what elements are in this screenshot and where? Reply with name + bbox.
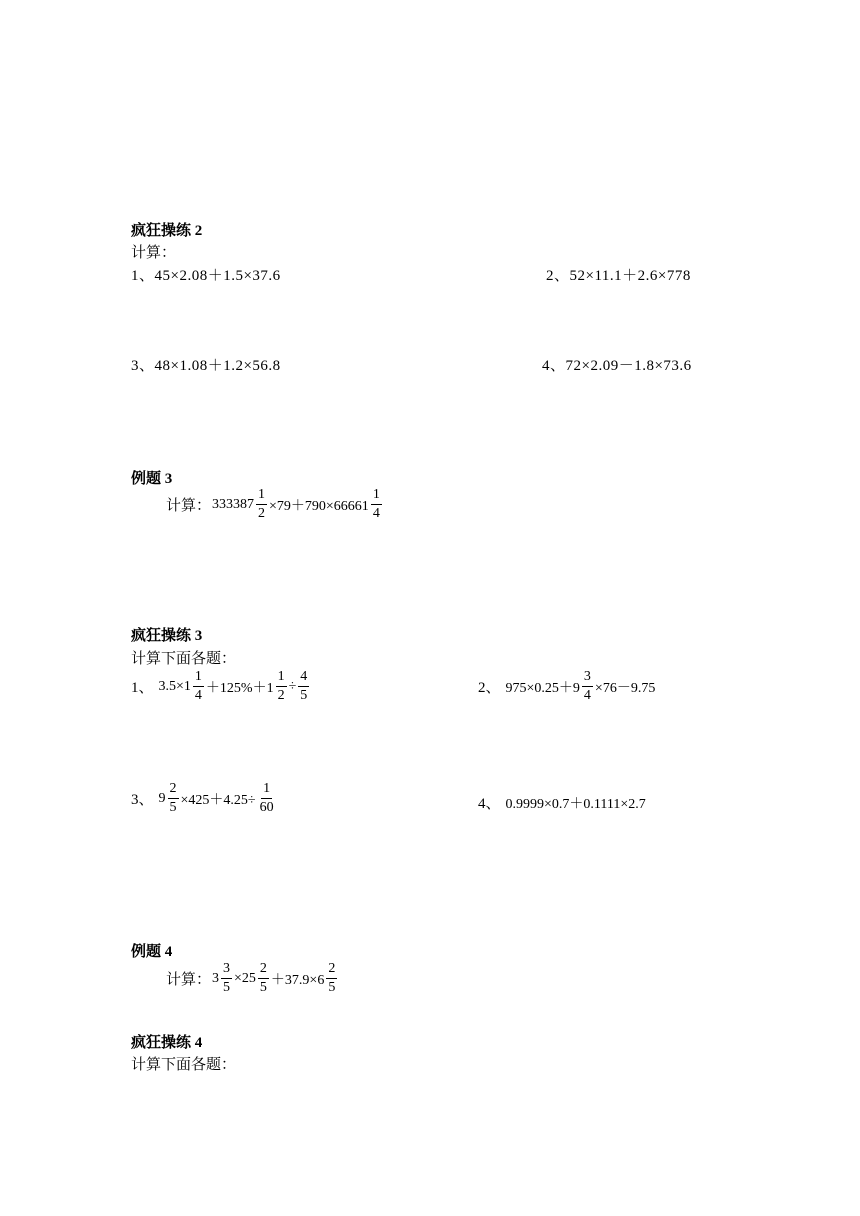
expr-term: ×425＋4.25÷ xyxy=(180,792,256,808)
problem-3-2 xyxy=(478,670,656,703)
expr-term: 3 xyxy=(212,970,220,986)
denominator: 60 xyxy=(259,800,274,815)
problem-3-4-expression xyxy=(505,793,647,813)
expr-term: 333387 xyxy=(212,496,255,512)
example-4-problem xyxy=(166,962,338,995)
section-title-practice-4: 疯狂操练 4 xyxy=(131,1035,203,1051)
example-3-problem xyxy=(166,488,383,521)
numerator: 1 xyxy=(371,488,382,505)
expr-term: 3.5×1 xyxy=(158,678,191,694)
section-label-practice-2: 计算： xyxy=(131,245,177,261)
denominator: 2 xyxy=(277,688,285,703)
numerator: 3 xyxy=(582,670,593,687)
problem-3-2-expression xyxy=(505,670,657,703)
fraction xyxy=(221,962,232,995)
denominator: 5 xyxy=(169,800,177,815)
expr-term: ×79＋790×66661 xyxy=(269,498,369,514)
fraction xyxy=(193,670,204,703)
denominator: 5 xyxy=(259,980,267,995)
fraction xyxy=(258,962,269,995)
fraction xyxy=(256,488,267,521)
denominator: 4 xyxy=(194,688,202,703)
problem-2-3: 3、48×1.08＋1.2×56.8 xyxy=(131,358,281,374)
problem-2-2: 2、52×11.1＋2.6×778 xyxy=(546,268,691,284)
problem-3-1 xyxy=(131,670,310,703)
fraction xyxy=(168,782,179,815)
expr-term: ÷ xyxy=(288,678,297,694)
numerator: 1 xyxy=(193,670,204,687)
fraction xyxy=(258,782,276,815)
section-title-practice-2: 疯狂操练 2 xyxy=(131,223,203,239)
section-label-practice-3: 计算下面各题： xyxy=(131,651,237,667)
numerator: 4 xyxy=(298,670,309,687)
problem-index: 1、 xyxy=(131,680,154,696)
expr-term: ×25 xyxy=(234,970,256,986)
expr-term: ×76－9.75 xyxy=(594,680,656,696)
denominator: 4 xyxy=(372,506,380,521)
denominator: 5 xyxy=(328,980,336,995)
example-3-expression xyxy=(211,488,383,521)
expr-term: 9 xyxy=(158,790,166,806)
numerator: 1 xyxy=(256,488,267,505)
denominator: 2 xyxy=(258,506,266,521)
problem-index: 4、 xyxy=(478,796,501,812)
fraction xyxy=(371,488,382,521)
example-4-title: 例题 4 xyxy=(131,944,173,960)
expr-term: 975×0.25＋9 xyxy=(505,680,580,696)
problem-2-1: 1、45×2.08＋1.5×37.6 xyxy=(131,268,281,284)
problem-3-1-expression xyxy=(158,670,311,703)
numerator: 1 xyxy=(276,670,287,687)
expr-term: ＋125%＋1 xyxy=(205,680,274,696)
numerator: 1 xyxy=(261,782,272,799)
problem-index: 3、 xyxy=(131,792,154,808)
problem-2-4: 4、72×2.09－1.8×73.6 xyxy=(542,358,692,374)
fraction xyxy=(298,670,309,703)
expr-term: 0.9999×0.7＋0.1111×2.7 xyxy=(505,796,646,812)
problem-3-3-expression xyxy=(158,782,277,815)
fraction xyxy=(276,670,287,703)
example-3-title: 例题 3 xyxy=(131,471,173,487)
example-4-expression xyxy=(211,962,338,995)
example-3-label: 计算： xyxy=(166,498,212,514)
fraction xyxy=(326,962,337,995)
denominator: 4 xyxy=(583,688,591,703)
fraction xyxy=(582,670,593,703)
section-label-practice-4: 计算下面各题： xyxy=(131,1057,237,1073)
problem-index: 2、 xyxy=(478,680,501,696)
problem-3-4 xyxy=(478,792,647,813)
numerator: 2 xyxy=(258,962,269,979)
example-4-label: 计算： xyxy=(166,972,212,988)
numerator: 2 xyxy=(326,962,337,979)
numerator: 3 xyxy=(221,962,232,979)
expr-term: ＋37.9×6 xyxy=(270,972,325,988)
problem-3-3 xyxy=(131,782,277,815)
denominator: 5 xyxy=(223,980,231,995)
denominator: 5 xyxy=(300,688,308,703)
section-title-practice-3: 疯狂操练 3 xyxy=(131,628,203,644)
numerator: 2 xyxy=(168,782,179,799)
